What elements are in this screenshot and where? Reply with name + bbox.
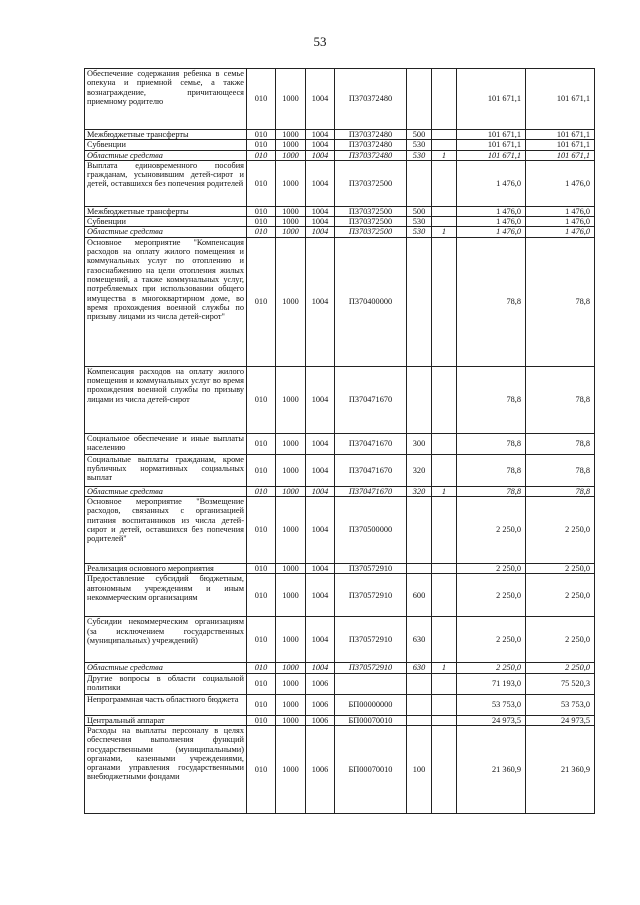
expense-type-code bbox=[407, 564, 432, 574]
row-name: Непрограммная часть областного бюджета bbox=[85, 694, 247, 715]
table-row bbox=[85, 130, 595, 140]
amount-year-1: 101 671,1 bbox=[457, 130, 526, 140]
budget-table-body bbox=[85, 69, 595, 814]
funding-source-code bbox=[432, 725, 457, 813]
funding-source-code bbox=[432, 69, 457, 130]
ministry-code: 010 bbox=[247, 715, 276, 725]
funding-source-code bbox=[432, 217, 457, 227]
section-code: 1000 bbox=[276, 69, 306, 130]
amount-year-2: 53 753,0 bbox=[526, 694, 595, 715]
amount-year-1: 78,8 bbox=[457, 486, 526, 496]
row-name: Расходы на выплаты персоналу в целях обеспечения выполнения функций государственными (муниципальными) органами, казенными учреждениями, органами управления государственными внебюджетными фондами bbox=[85, 725, 247, 813]
funding-source-code bbox=[432, 715, 457, 725]
subsection-code: 1004 bbox=[306, 69, 335, 130]
expense-type-code: 530 bbox=[407, 140, 432, 150]
row-name: Обеспечение содержания ребенка в семье опекуна и приемной семье, а также вознаграждение, причитающееся приемному родителю bbox=[85, 69, 247, 130]
ministry-code: 010 bbox=[247, 433, 276, 454]
row-name: Другие вопросы в области социальной политики bbox=[85, 673, 247, 694]
table-row bbox=[85, 617, 595, 663]
ministry-code: 010 bbox=[247, 486, 276, 496]
funding-source-code bbox=[432, 574, 457, 617]
target-article-code: П370471670 bbox=[335, 454, 407, 486]
target-article-code: П370372480 bbox=[335, 150, 407, 160]
section-code: 1000 bbox=[276, 486, 306, 496]
funding-source-code bbox=[432, 694, 457, 715]
ministry-code: 010 bbox=[247, 663, 276, 673]
expense-type-code: 530 bbox=[407, 217, 432, 227]
amount-year-2: 2 250,0 bbox=[526, 574, 595, 617]
amount-year-1: 78,8 bbox=[457, 237, 526, 366]
budget-table bbox=[84, 68, 595, 814]
table-row bbox=[85, 454, 595, 486]
target-article-code: П370572910 bbox=[335, 663, 407, 673]
table-row bbox=[85, 140, 595, 150]
subsection-code: 1004 bbox=[306, 130, 335, 140]
subsection-code: 1004 bbox=[306, 574, 335, 617]
row-name: Субсидии некоммерческим организациям (за исключением государственных (муниципальных) учреждений) bbox=[85, 617, 247, 663]
row-name: Основное мероприятие "Компенсация расходов на оплату жилого помещения и коммунальных услуг по отоплению и газоснабжению на цели отопления жилых помещений, а также коммунальных услуг, потребляемых при использовании общего имущества в многоквартирном доме, во время прохождения военной службы по призыву лицами из числа детей-сирот" bbox=[85, 237, 247, 366]
ministry-code: 010 bbox=[247, 69, 276, 130]
expense-type-code: 300 bbox=[407, 433, 432, 454]
section-code: 1000 bbox=[276, 237, 306, 366]
amount-year-2: 21 360,9 bbox=[526, 725, 595, 813]
expense-type-code: 530 bbox=[407, 227, 432, 237]
subsection-code: 1006 bbox=[306, 673, 335, 694]
target-article-code: БП00000000 bbox=[335, 694, 407, 715]
amount-year-1: 2 250,0 bbox=[457, 663, 526, 673]
amount-year-1: 78,8 bbox=[457, 366, 526, 433]
subsection-code: 1004 bbox=[306, 497, 335, 564]
amount-year-1: 2 250,0 bbox=[457, 564, 526, 574]
amount-year-2: 24 973,5 bbox=[526, 715, 595, 725]
ministry-code: 010 bbox=[247, 673, 276, 694]
subsection-code: 1004 bbox=[306, 433, 335, 454]
expense-type-code: 500 bbox=[407, 206, 432, 216]
amount-year-1: 1 476,0 bbox=[457, 217, 526, 227]
table-row bbox=[85, 150, 595, 160]
target-article-code: П370572910 bbox=[335, 617, 407, 663]
table-row bbox=[85, 366, 595, 433]
funding-source-code bbox=[432, 160, 457, 206]
amount-year-2: 101 671,1 bbox=[526, 150, 595, 160]
table-row bbox=[85, 574, 595, 617]
subsection-code: 1006 bbox=[306, 715, 335, 725]
section-code: 1000 bbox=[276, 454, 306, 486]
subsection-code: 1006 bbox=[306, 725, 335, 813]
section-code: 1000 bbox=[276, 725, 306, 813]
subsection-code: 1004 bbox=[306, 206, 335, 216]
table-row bbox=[85, 497, 595, 564]
amount-year-2: 1 476,0 bbox=[526, 227, 595, 237]
amount-year-2: 1 476,0 bbox=[526, 160, 595, 206]
expense-type-code: 600 bbox=[407, 574, 432, 617]
row-name: Реализация основного мероприятия bbox=[85, 564, 247, 574]
subsection-code: 1004 bbox=[306, 663, 335, 673]
row-name: Субвенции bbox=[85, 217, 247, 227]
row-name: Центральный аппарат bbox=[85, 715, 247, 725]
row-name: Межбюджетные трансферты bbox=[85, 206, 247, 216]
target-article-code bbox=[335, 673, 407, 694]
amount-year-1: 101 671,1 bbox=[457, 69, 526, 130]
amount-year-2: 2 250,0 bbox=[526, 497, 595, 564]
row-name: Предоставление субсидий бюджетным, автономным учреждениям и иным некоммерческим организациям bbox=[85, 574, 247, 617]
amount-year-2: 2 250,0 bbox=[526, 564, 595, 574]
amount-year-2: 2 250,0 bbox=[526, 617, 595, 663]
funding-source-code: 1 bbox=[432, 486, 457, 496]
amount-year-1: 78,8 bbox=[457, 454, 526, 486]
section-code: 1000 bbox=[276, 366, 306, 433]
amount-year-2: 75 520,3 bbox=[526, 673, 595, 694]
expense-type-code bbox=[407, 673, 432, 694]
target-article-code: П370372480 bbox=[335, 140, 407, 150]
table-row bbox=[85, 694, 595, 715]
funding-source-code bbox=[432, 454, 457, 486]
target-article-code: П370372500 bbox=[335, 227, 407, 237]
row-name: Областные средства bbox=[85, 150, 247, 160]
amount-year-1: 1 476,0 bbox=[457, 227, 526, 237]
target-article-code: БП00070010 bbox=[335, 715, 407, 725]
table-row bbox=[85, 69, 595, 130]
amount-year-1: 24 973,5 bbox=[457, 715, 526, 725]
expense-type-code: 630 bbox=[407, 617, 432, 663]
amount-year-1: 2 250,0 bbox=[457, 617, 526, 663]
row-name: Социальные выплаты гражданам, кроме публичных нормативных социальных выплат bbox=[85, 454, 247, 486]
section-code: 1000 bbox=[276, 433, 306, 454]
target-article-code: П370500000 bbox=[335, 497, 407, 564]
subsection-code: 1004 bbox=[306, 140, 335, 150]
target-article-code: П370572910 bbox=[335, 564, 407, 574]
target-article-code: П370372480 bbox=[335, 69, 407, 130]
subsection-code: 1004 bbox=[306, 454, 335, 486]
table-row bbox=[85, 433, 595, 454]
subsection-code: 1004 bbox=[306, 160, 335, 206]
amount-year-1: 2 250,0 bbox=[457, 497, 526, 564]
target-article-code: БП00070010 bbox=[335, 725, 407, 813]
row-name: Выплата единовременного пособия гражданам, усыновившим детей-сирот и детей, оставшихся без попечения родителей bbox=[85, 160, 247, 206]
table-row bbox=[85, 227, 595, 237]
ministry-code: 010 bbox=[247, 725, 276, 813]
ministry-code: 010 bbox=[247, 366, 276, 433]
amount-year-2: 101 671,1 bbox=[526, 140, 595, 150]
ministry-code: 010 bbox=[247, 574, 276, 617]
section-code: 1000 bbox=[276, 564, 306, 574]
expense-type-code bbox=[407, 366, 432, 433]
expense-type-code bbox=[407, 237, 432, 366]
ministry-code: 010 bbox=[247, 454, 276, 486]
funding-source-code bbox=[432, 206, 457, 216]
amount-year-1: 53 753,0 bbox=[457, 694, 526, 715]
subsection-code: 1004 bbox=[306, 486, 335, 496]
funding-source-code bbox=[432, 673, 457, 694]
ministry-code: 010 bbox=[247, 150, 276, 160]
table-row bbox=[85, 237, 595, 366]
subsection-code: 1004 bbox=[306, 564, 335, 574]
subsection-code: 1004 bbox=[306, 366, 335, 433]
subsection-code: 1006 bbox=[306, 694, 335, 715]
target-article-code: П370471670 bbox=[335, 486, 407, 496]
target-article-code: П370372500 bbox=[335, 160, 407, 206]
section-code: 1000 bbox=[276, 160, 306, 206]
ministry-code: 010 bbox=[247, 694, 276, 715]
section-code: 1000 bbox=[276, 663, 306, 673]
funding-source-code bbox=[432, 497, 457, 564]
table-row bbox=[85, 673, 595, 694]
funding-source-code bbox=[432, 237, 457, 366]
target-article-code: П370400000 bbox=[335, 237, 407, 366]
subsection-code: 1004 bbox=[306, 237, 335, 366]
row-name: Компенсация расходов на оплату жилого помещения и коммунальных услуг во время прохождения военной службы по призыву лицами из числа детей-сирот bbox=[85, 366, 247, 433]
amount-year-1: 2 250,0 bbox=[457, 574, 526, 617]
section-code: 1000 bbox=[276, 140, 306, 150]
section-code: 1000 bbox=[276, 694, 306, 715]
amount-year-2: 2 250,0 bbox=[526, 663, 595, 673]
amount-year-2: 1 476,0 bbox=[526, 206, 595, 216]
row-name: Основное мероприятие "Возмещение расходов, связанных с организацией питания воспитанников из числа детей-сирот и детей, оставшихся без попечения родителей" bbox=[85, 497, 247, 564]
amount-year-1: 101 671,1 bbox=[457, 140, 526, 150]
page-number: 53 bbox=[313, 34, 327, 49]
ministry-code: 010 bbox=[247, 140, 276, 150]
section-code: 1000 bbox=[276, 217, 306, 227]
row-name: Субвенции bbox=[85, 140, 247, 150]
table-row bbox=[85, 206, 595, 216]
section-code: 1000 bbox=[276, 497, 306, 564]
row-name: Межбюджетные трансферты bbox=[85, 130, 247, 140]
expense-type-code: 630 bbox=[407, 663, 432, 673]
section-code: 1000 bbox=[276, 150, 306, 160]
ministry-code: 010 bbox=[247, 497, 276, 564]
funding-source-code bbox=[432, 366, 457, 433]
amount-year-2: 78,8 bbox=[526, 454, 595, 486]
target-article-code: П370372480 bbox=[335, 130, 407, 140]
section-code: 1000 bbox=[276, 715, 306, 725]
amount-year-2: 101 671,1 bbox=[526, 130, 595, 140]
funding-source-code: 1 bbox=[432, 663, 457, 673]
funding-source-code bbox=[432, 130, 457, 140]
expense-type-code: 100 bbox=[407, 725, 432, 813]
table-row bbox=[85, 486, 595, 496]
funding-source-code: 1 bbox=[432, 227, 457, 237]
amount-year-1: 1 476,0 bbox=[457, 206, 526, 216]
table-row bbox=[85, 663, 595, 673]
table-row bbox=[85, 564, 595, 574]
section-code: 1000 bbox=[276, 227, 306, 237]
table-row bbox=[85, 715, 595, 725]
amount-year-1: 21 360,9 bbox=[457, 725, 526, 813]
table-row bbox=[85, 160, 595, 206]
ministry-code: 010 bbox=[247, 617, 276, 663]
subsection-code: 1004 bbox=[306, 217, 335, 227]
amount-year-2: 78,8 bbox=[526, 486, 595, 496]
expense-type-code: 320 bbox=[407, 486, 432, 496]
ministry-code: 010 bbox=[247, 160, 276, 206]
amount-year-1: 78,8 bbox=[457, 433, 526, 454]
funding-source-code: 1 bbox=[432, 150, 457, 160]
ministry-code: 010 bbox=[247, 206, 276, 216]
target-article-code: П370372500 bbox=[335, 206, 407, 216]
row-name: Областные средства bbox=[85, 663, 247, 673]
funding-source-code bbox=[432, 564, 457, 574]
section-code: 1000 bbox=[276, 673, 306, 694]
ministry-code: 010 bbox=[247, 564, 276, 574]
subsection-code: 1004 bbox=[306, 617, 335, 663]
table-row bbox=[85, 217, 595, 227]
subsection-code: 1004 bbox=[306, 227, 335, 237]
ministry-code: 010 bbox=[247, 217, 276, 227]
expense-type-code bbox=[407, 694, 432, 715]
section-code: 1000 bbox=[276, 617, 306, 663]
amount-year-1: 101 671,1 bbox=[457, 150, 526, 160]
expense-type-code: 530 bbox=[407, 150, 432, 160]
amount-year-2: 1 476,0 bbox=[526, 217, 595, 227]
subsection-code: 1004 bbox=[306, 150, 335, 160]
section-code: 1000 bbox=[276, 206, 306, 216]
expense-type-code: 500 bbox=[407, 130, 432, 140]
expense-type-code bbox=[407, 715, 432, 725]
section-code: 1000 bbox=[276, 130, 306, 140]
funding-source-code bbox=[432, 433, 457, 454]
amount-year-2: 78,8 bbox=[526, 433, 595, 454]
amount-year-1: 71 193,0 bbox=[457, 673, 526, 694]
table-row bbox=[85, 725, 595, 813]
funding-source-code bbox=[432, 617, 457, 663]
row-name: Областные средства bbox=[85, 227, 247, 237]
row-name: Областные средства bbox=[85, 486, 247, 496]
amount-year-1: 1 476,0 bbox=[457, 160, 526, 206]
ministry-code: 010 bbox=[247, 237, 276, 366]
funding-source-code bbox=[432, 140, 457, 150]
expense-type-code: 320 bbox=[407, 454, 432, 486]
amount-year-2: 78,8 bbox=[526, 237, 595, 366]
target-article-code: П370471670 bbox=[335, 433, 407, 454]
amount-year-2: 78,8 bbox=[526, 366, 595, 433]
ministry-code: 010 bbox=[247, 227, 276, 237]
amount-year-2: 101 671,1 bbox=[526, 69, 595, 130]
target-article-code: П370572910 bbox=[335, 574, 407, 617]
target-article-code: П370471670 bbox=[335, 366, 407, 433]
target-article-code: П370372500 bbox=[335, 217, 407, 227]
ministry-code: 010 bbox=[247, 130, 276, 140]
section-code: 1000 bbox=[276, 574, 306, 617]
expense-type-code bbox=[407, 69, 432, 130]
row-name: Социальное обеспечение и иные выплаты населению bbox=[85, 433, 247, 454]
expense-type-code bbox=[407, 497, 432, 564]
expense-type-code bbox=[407, 160, 432, 206]
